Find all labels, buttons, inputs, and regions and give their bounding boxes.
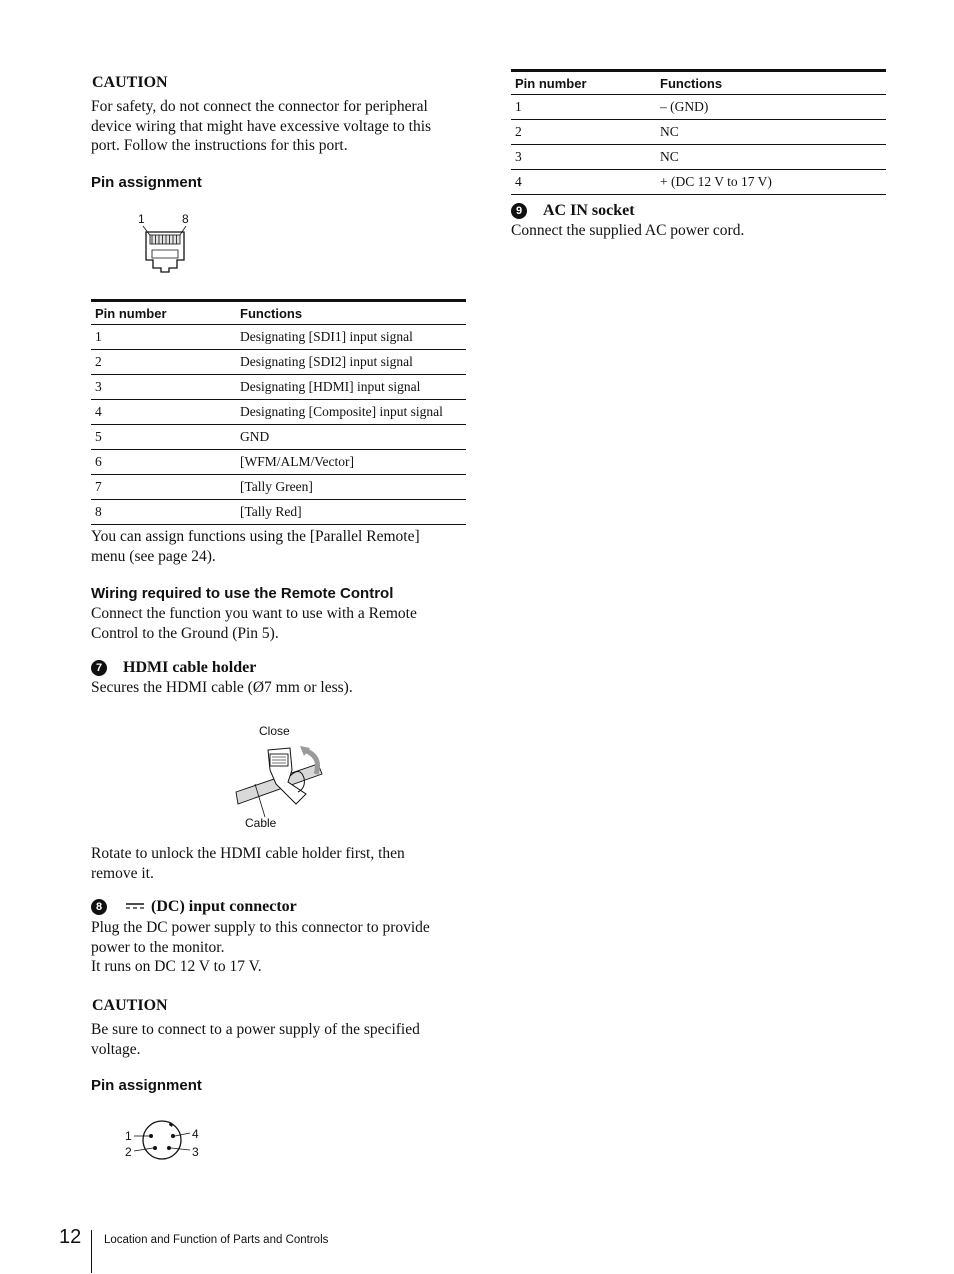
pin-label-3: 3 [192,1145,199,1159]
pin-label-2: 2 [125,1145,132,1159]
rj45-icon [130,210,200,280]
item7-after-line: remove it. [91,864,154,882]
caution-text-2 [91,1020,471,1059]
item8-heading [91,898,297,916]
table-row [511,120,886,145]
wiring-text [91,604,471,643]
assign-note-line: You can assign functions using the [Parallel Remote] [91,528,420,545]
function-cell: [WFM/ALM/Vector] [236,450,466,475]
xlr-icon [120,1115,210,1165]
function-cell: [Tally Red] [236,500,466,525]
table-row [511,95,886,120]
item7-heading [91,659,256,677]
table-row [511,145,886,170]
pin-cell: 5 [91,425,236,450]
table-header-row [511,71,886,95]
table-row [91,425,466,450]
function-cell: Designating [SDI1] input signal [236,325,466,350]
assign-note [91,527,471,566]
pin-cell: 2 [91,350,236,375]
caution-line: port. Follow the instructions for this port. [91,137,348,154]
item9-heading [511,202,635,220]
cable-holder-icon [230,722,330,832]
close-label: Close [259,724,290,738]
function-cell: NC [656,120,886,145]
function-cell: GND [236,425,466,450]
table-row [91,450,466,475]
pin-label-last: 8 [182,212,189,226]
pin-label-4: 4 [192,1127,199,1141]
pin-assignment-heading-1: Pin assignment [91,174,202,191]
caution-heading-1: CAUTION [92,74,168,91]
cable-label: Cable [245,816,277,830]
caution-text-1 [91,97,471,156]
pin-cell: 1 [511,95,656,120]
pin-cell: 3 [91,375,236,400]
item-number-badge: 8 [91,899,107,915]
function-cell: Designating [SDI2] input signal [236,350,466,375]
item7-title: HDMI cable holder [123,659,257,676]
pin-assignment-heading-2: Pin assignment [91,1077,202,1094]
col-header-functions: Functions [236,301,466,325]
pin-cell: 4 [91,400,236,425]
wiring-line: Connect the function you want to use with a Remote [91,605,417,622]
table-row [511,170,886,195]
footer-divider [91,1230,92,1273]
pin-cell: 8 [91,500,236,525]
item8-text [91,918,471,977]
table-row [91,325,466,350]
item9-title: AC IN socket [543,202,635,219]
pin-table-2 [511,69,886,195]
caution-heading-2: CAUTION [92,997,168,1014]
table-row [91,500,466,525]
table-row [91,400,466,425]
item7-after-text [91,844,471,883]
pin-cell: 4 [511,170,656,195]
table-row [91,350,466,375]
table-row [91,375,466,400]
dc-symbol-icon [125,901,145,911]
pin-cell: 3 [511,145,656,170]
pin-label-1: 1 [125,1129,132,1143]
assign-note-line: menu (see page 24). [91,547,216,565]
xlr-connector-figure [120,1115,210,1165]
caution-line: device wiring that might have excessive voltage to this [91,117,432,135]
function-cell: – (GND) [656,95,886,120]
page-number: 12 [59,1226,82,1248]
pin-cell: 7 [91,475,236,500]
table-row [91,475,466,500]
rj45-connector-figure [130,210,200,280]
table-header-row [91,301,466,325]
item9-text: Connect the supplied AC power cord. [511,222,745,239]
item-number-badge: 9 [511,203,527,219]
item8-line: It runs on DC 12 V to 17 V. [91,958,262,975]
pin-cell: 2 [511,120,656,145]
function-cell: [Tally Green] [236,475,466,500]
pin-label-first: 1 [138,212,145,226]
function-cell: NC [656,145,886,170]
wiring-line: Control to the Ground (Pin 5). [91,624,279,642]
function-cell: Designating [HDMI] input signal [236,375,466,400]
item8-line: Plug the DC power supply to this connector to provide [91,919,430,936]
caution-line: voltage. [91,1040,141,1058]
col-header-pin-number: Pin number [91,301,236,325]
footer-section-title: Location and Function of Parts and Controls [104,1234,329,1246]
item8-line: power to the monitor. [91,938,225,956]
pin-cell: 6 [91,450,236,475]
caution-line: For safety, do not connect the connector for peripheral [91,98,428,115]
pin-cell: 1 [91,325,236,350]
item7-text: Secures the HDMI cable (Ø7 mm or less). [91,679,353,696]
item-number-badge: 7 [91,660,107,676]
col-header-pin-number: Pin number [511,71,656,95]
caution-line: Be sure to connect to a power supply of the specified [91,1021,420,1038]
item8-title: (DC) input connector [151,898,297,915]
wiring-heading: Wiring required to use the Remote Control [91,585,394,602]
function-cell: Designating [Composite] input signal [236,400,466,425]
col-header-functions: Functions [656,71,886,95]
function-cell: + (DC 12 V to 17 V) [656,170,886,195]
pin-table-1 [91,299,466,525]
item7-after-line: Rotate to unlock the HDMI cable holder first, then [91,845,405,862]
hdmi-cable-holder-figure [230,722,330,832]
